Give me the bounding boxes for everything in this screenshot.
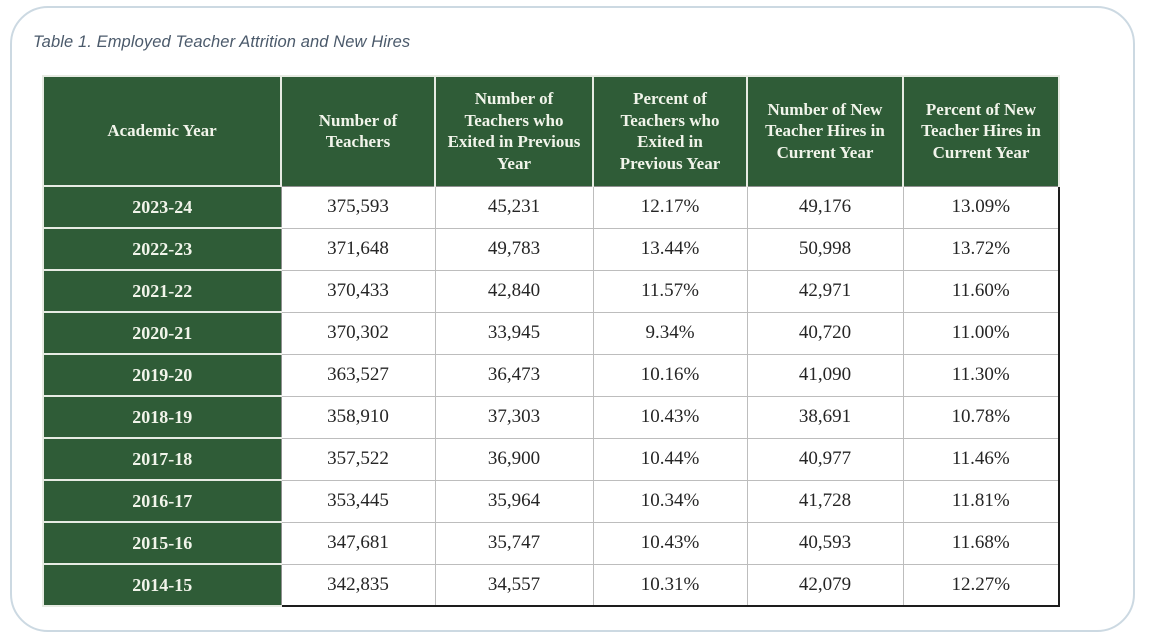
- value-cell: 11.81%: [903, 480, 1059, 522]
- value-cell: 38,691: [747, 396, 903, 438]
- value-cell: 370,433: [281, 270, 435, 312]
- value-cell: 11.60%: [903, 270, 1059, 312]
- value-cell: 363,527: [281, 354, 435, 396]
- academic-year-cell: 2017-18: [43, 438, 281, 480]
- value-cell: 13.09%: [903, 186, 1059, 228]
- table-header-row: [43, 76, 1059, 186]
- value-cell: 9.34%: [593, 312, 747, 354]
- value-cell: 357,522: [281, 438, 435, 480]
- value-cell: 40,593: [747, 522, 903, 564]
- value-cell: 42,840: [435, 270, 593, 312]
- value-cell: 11.68%: [903, 522, 1059, 564]
- value-cell: 10.34%: [593, 480, 747, 522]
- academic-year-cell: 2023-24: [43, 186, 281, 228]
- column-header: Number of New Teacher Hires in Current Year: [747, 76, 903, 186]
- value-cell: 347,681: [281, 522, 435, 564]
- value-cell: 33,945: [435, 312, 593, 354]
- table-row: [43, 186, 1059, 228]
- table-body: [43, 186, 1059, 606]
- value-cell: 13.44%: [593, 228, 747, 270]
- table-row: [43, 312, 1059, 354]
- value-cell: 40,720: [747, 312, 903, 354]
- value-cell: 35,964: [435, 480, 593, 522]
- table-row: [43, 354, 1059, 396]
- value-cell: 49,176: [747, 186, 903, 228]
- value-cell: 10.44%: [593, 438, 747, 480]
- value-cell: 375,593: [281, 186, 435, 228]
- value-cell: 45,231: [435, 186, 593, 228]
- academic-year-cell: 2021-22: [43, 270, 281, 312]
- column-header: Number of Teachers: [281, 76, 435, 186]
- academic-year-cell: 2020-21: [43, 312, 281, 354]
- table-row: [43, 396, 1059, 438]
- value-cell: 370,302: [281, 312, 435, 354]
- column-header: Percent of New Teacher Hires in Current Year: [903, 76, 1059, 186]
- value-cell: 342,835: [281, 564, 435, 606]
- academic-year-cell: 2014-15: [43, 564, 281, 606]
- value-cell: 40,977: [747, 438, 903, 480]
- value-cell: 371,648: [281, 228, 435, 270]
- value-cell: 49,783: [435, 228, 593, 270]
- value-cell: 41,728: [747, 480, 903, 522]
- value-cell: 42,079: [747, 564, 903, 606]
- academic-year-cell: 2018-19: [43, 396, 281, 438]
- value-cell: 11.46%: [903, 438, 1059, 480]
- column-header: Percent of Teachers who Exited in Previous Year: [593, 76, 747, 186]
- academic-year-cell: 2022-23: [43, 228, 281, 270]
- value-cell: 11.00%: [903, 312, 1059, 354]
- table-row: [43, 438, 1059, 480]
- value-cell: 12.17%: [593, 186, 747, 228]
- value-cell: 41,090: [747, 354, 903, 396]
- table-row: [43, 228, 1059, 270]
- value-cell: 42,971: [747, 270, 903, 312]
- value-cell: 353,445: [281, 480, 435, 522]
- table-title: Table 1. Employed Teacher Attrition and New Hires: [33, 33, 411, 51]
- teacher-attrition-table: [42, 75, 1060, 607]
- value-cell: 10.43%: [593, 396, 747, 438]
- value-cell: 34,557: [435, 564, 593, 606]
- table-row: [43, 564, 1059, 606]
- table-row: [43, 480, 1059, 522]
- value-cell: 11.57%: [593, 270, 747, 312]
- column-header: Academic Year: [43, 76, 281, 186]
- value-cell: 36,900: [435, 438, 593, 480]
- value-cell: 10.31%: [593, 564, 747, 606]
- table-row: [43, 522, 1059, 564]
- column-header: Number of Teachers who Exited in Previous Year: [435, 76, 593, 186]
- academic-year-cell: 2016-17: [43, 480, 281, 522]
- value-cell: 13.72%: [903, 228, 1059, 270]
- table-row: [43, 270, 1059, 312]
- value-cell: 10.78%: [903, 396, 1059, 438]
- value-cell: 50,998: [747, 228, 903, 270]
- value-cell: 37,303: [435, 396, 593, 438]
- value-cell: 36,473: [435, 354, 593, 396]
- value-cell: 12.27%: [903, 564, 1059, 606]
- value-cell: 358,910: [281, 396, 435, 438]
- value-cell: 11.30%: [903, 354, 1059, 396]
- value-cell: 10.16%: [593, 354, 747, 396]
- value-cell: 35,747: [435, 522, 593, 564]
- academic-year-cell: 2019-20: [43, 354, 281, 396]
- value-cell: 10.43%: [593, 522, 747, 564]
- academic-year-cell: 2015-16: [43, 522, 281, 564]
